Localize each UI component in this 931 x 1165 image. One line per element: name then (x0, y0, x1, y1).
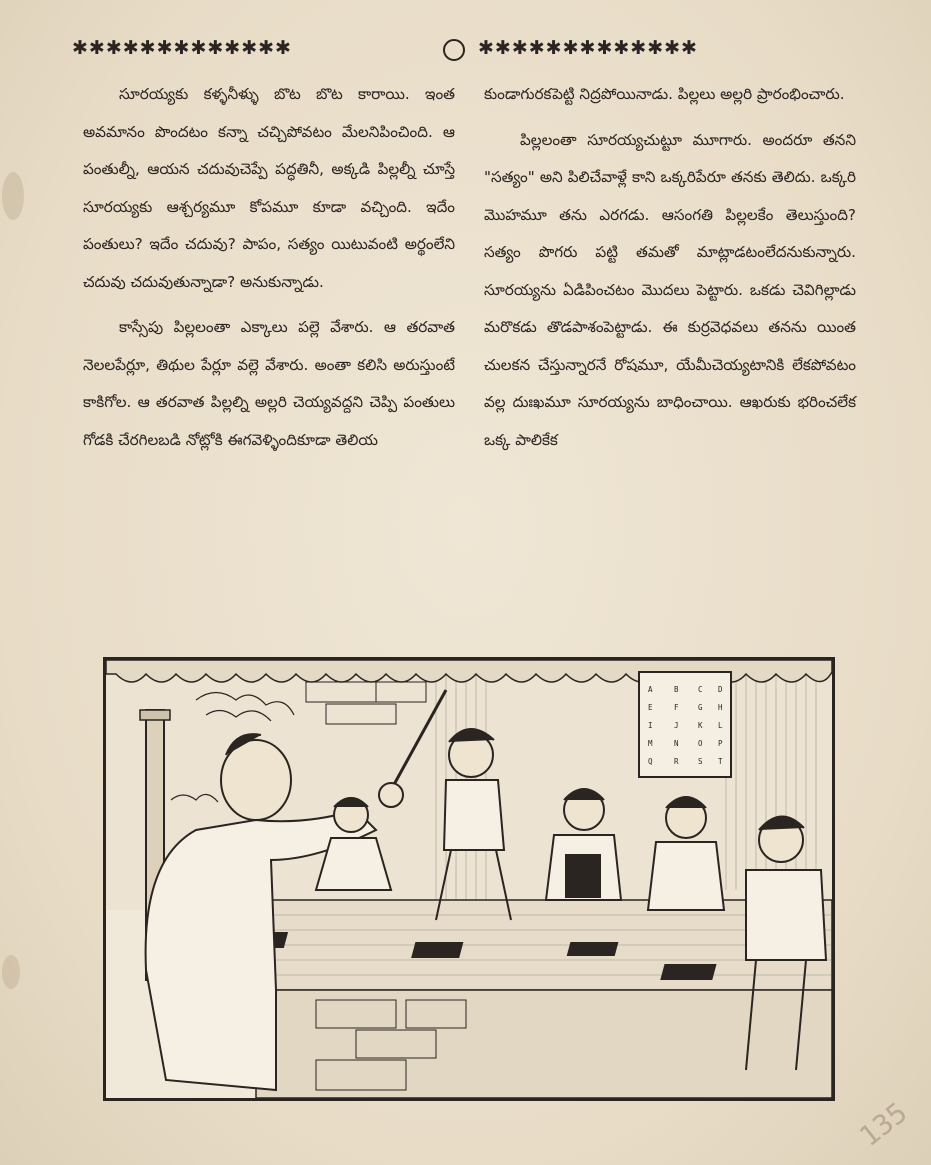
chart-letter: O (698, 739, 703, 748)
page-stain (2, 955, 20, 989)
chart-letter: S (698, 757, 703, 766)
chart-letter: C (698, 685, 703, 694)
chart-letter: K (698, 721, 703, 730)
text-column-right (484, 76, 856, 467)
chart-letter: A (648, 685, 653, 694)
chart-letter: L (718, 721, 723, 730)
paragraph: కాస్సేపు పిల్లలంతా ఎక్కాలు పల్లె వేశారు. ఆ తరవాత నెలలపేర్లూ, తిథుల పేర్లూ వల్లె వేశారు. అంతా కలిసి అరుస్తుంటే కాకిగోల. ఆ తరవాత పిల్లల్ని అల్లరి చెయ్యవద్దని చెప్పి పంతులు గోడకి చేరగిలబడి నోట్లోకి ఈగవెళ్ళిందికూడా తెలియ (83, 318, 455, 449)
chart-letter: T (718, 757, 723, 766)
chart-letter: D (718, 685, 723, 694)
classroom-illustration (103, 657, 835, 1101)
page-number: 135 (853, 1095, 914, 1154)
text-column-left (83, 76, 455, 467)
chart-letter: Q (648, 757, 653, 766)
chart-letter: E (648, 703, 653, 712)
chart-letter: B (674, 685, 679, 694)
chart-letter: I (648, 721, 653, 730)
paragraph: కుండాగురకపెట్టి నిద్రపోయినాడు. పిల్లలు అల్లరి ప్రారంభించారు. (484, 85, 845, 103)
ornamental-border-right: ✱✱✱✱✱✱✱✱✱✱✱✱✱ (478, 37, 698, 59)
border-circle-ornament (443, 39, 465, 61)
chart-letter: J (674, 721, 679, 730)
chart-letter: F (674, 703, 679, 712)
chart-letter: R (674, 757, 679, 766)
chart-letter: G (698, 703, 703, 712)
chart-letter: M (648, 739, 653, 748)
chart-letter: N (674, 739, 679, 748)
page-stain (2, 172, 24, 220)
paragraph: సూరయ్యకు కళ్ళనీళ్ళు బొట బొట కారాయి. ఇంత అవమానం పొందటం కన్నా చచ్చిపోవటం మేలనిపించింది. ఆ పంతుల్నీ, ఆయన చదువుచెప్పే పద్ధతినీ, అక్కడి పిల్లల్నీ చూస్తే సూరయ్యకు ఆశ్చర్యమూ కోపమూ కూడా వచ్చింది. ఇదేం పంతులు? ఇదేం చదువు? పాపం, సత్యం యిటువంటి అర్థంలేని చదువు చదువుతున్నాడా? అనుకున్నాడు. (83, 85, 455, 291)
illustration-drawing (106, 660, 832, 1098)
chart-letter: P (718, 739, 723, 748)
chart-letter: H (718, 703, 723, 712)
paragraph: పిల్లలంతా సూరయ్యచుట్టూ మూగారు. అందరూ తనని "సత్యం" అని పిలిచేవాళ్లే కాని ఒక్కరిపేరూ తనకు తెలిదు. ఒక్కరి మొహమూ తను ఎరగడు. ఆసంగతి పిల్లలకేం తెలుస్తుంది? సత్యం పొగరు పట్టి తమతో మాట్లాడటంలేదనుకున్నారు. సూరయ్యను ఏడిపించటం మొదలు పెట్టారు. ఒకడు చెవిగిల్లాడు మరొకడు తొడపాశంపెట్టాడు. ఈ కుర్రవెధవలు తనను యింత చులకన చేస్తున్నారనే రోషమూ, యేమీచెయ్యటానికి లేకపోవటం వల్ల దుఃఖమూ సూరయ్యను బాధించాయి. ఆఖరుకు భరించలేక ఒక్క పాలికేక (484, 130, 856, 449)
ornamental-border-left: ✱✱✱✱✱✱✱✱✱✱✱✱✱ (72, 37, 292, 59)
